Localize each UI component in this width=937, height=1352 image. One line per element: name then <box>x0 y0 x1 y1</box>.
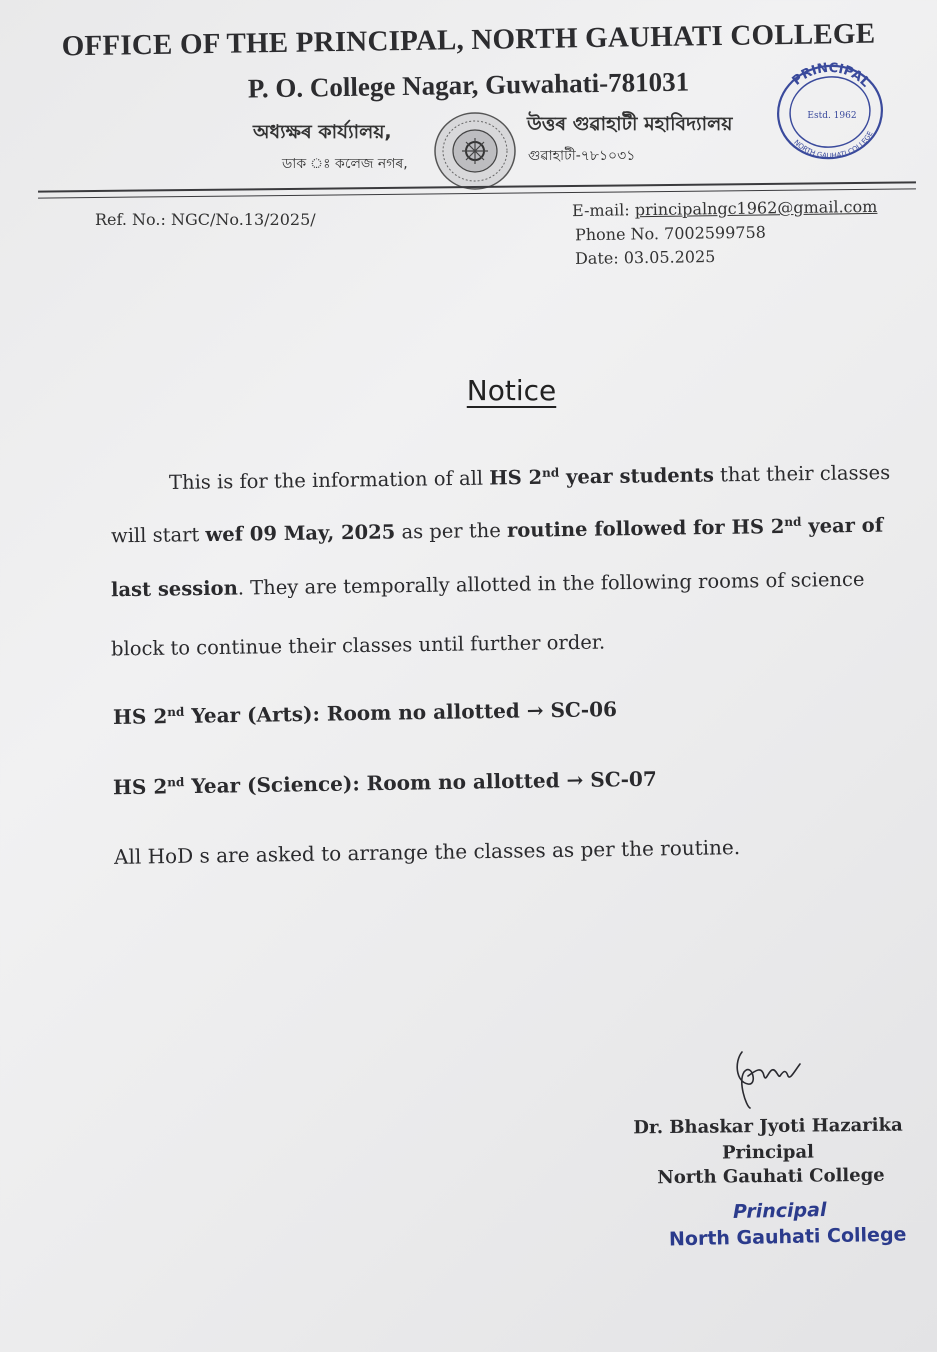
notice-para-line-1: This is for the information of all HS 2nd year students that their classes <box>168 460 891 495</box>
seal-center-text: Estd. 1962 <box>807 111 857 121</box>
email-label: E-mail: <box>571 200 635 221</box>
notice-date: Date: 03.05.2025 <box>574 247 716 268</box>
signatory-institution: North Gauhati College <box>657 1164 885 1189</box>
bengali-pin-line: গুৱাহাটী-৭৮১০৩১ <box>528 148 636 164</box>
reference-number: Ref. No.: NGC/No.13/2025/ <box>95 210 316 229</box>
signatory-designation: Principal <box>721 1141 815 1164</box>
seal-top-text: PRINCIPAL <box>789 60 873 91</box>
bengali-college-name: উত্তৰ গুৱাহাটী মহাবিদ্যালয় <box>527 113 733 135</box>
principal-stamp-title: Principal <box>732 1199 827 1223</box>
handwritten-signature <box>728 1042 808 1112</box>
bengali-post-line: ডাক ঃ কলেজ নগৰ, <box>282 156 408 172</box>
notice-para-line-2: will start wef 09 May, 2025 as per the routine followed for HS 2nd year of <box>110 513 884 548</box>
seal-bottom-text: NORTH GAUHATI COLLEGE <box>792 129 875 161</box>
office-address: P. O. College Nagar, Guwahati-781031 <box>247 66 690 104</box>
email-line <box>572 197 878 220</box>
signatory-name: Dr. Bhaskar Jyoti Hazarika <box>633 1114 903 1139</box>
office-title: OFFICE OF THE PRINCIPAL, NORTH GAUHATI COLLEGE <box>61 17 876 63</box>
email-link[interactable]: principalngc1962@gmail.com <box>634 196 878 220</box>
principal-stamp-college: North Gauhati College <box>668 1223 907 1251</box>
college-emblem-icon <box>432 110 518 192</box>
arts-room-allotment: HS 2nd Year (Arts): Room no allotted → SC-06 <box>112 697 618 729</box>
notice-title: Notice <box>466 374 557 407</box>
bengali-office-line: অধ্যক্ষৰ কাৰ্য্যালয়, <box>253 121 392 143</box>
science-room-allotment: HS 2nd Year (Science): Room no allotted → SC-07 <box>112 766 657 800</box>
phone-number: Phone No. 7002599758 <box>574 222 767 245</box>
closing-instruction: All HoD s are asked to arrange the classes as per the routine. <box>113 835 741 869</box>
notice-para-line-4: block to continue their classes until further order. <box>110 630 606 661</box>
principal-seal-icon <box>772 60 888 164</box>
notice-para-line-3: last session. They are temporally allotted in the following rooms of science <box>110 567 865 602</box>
